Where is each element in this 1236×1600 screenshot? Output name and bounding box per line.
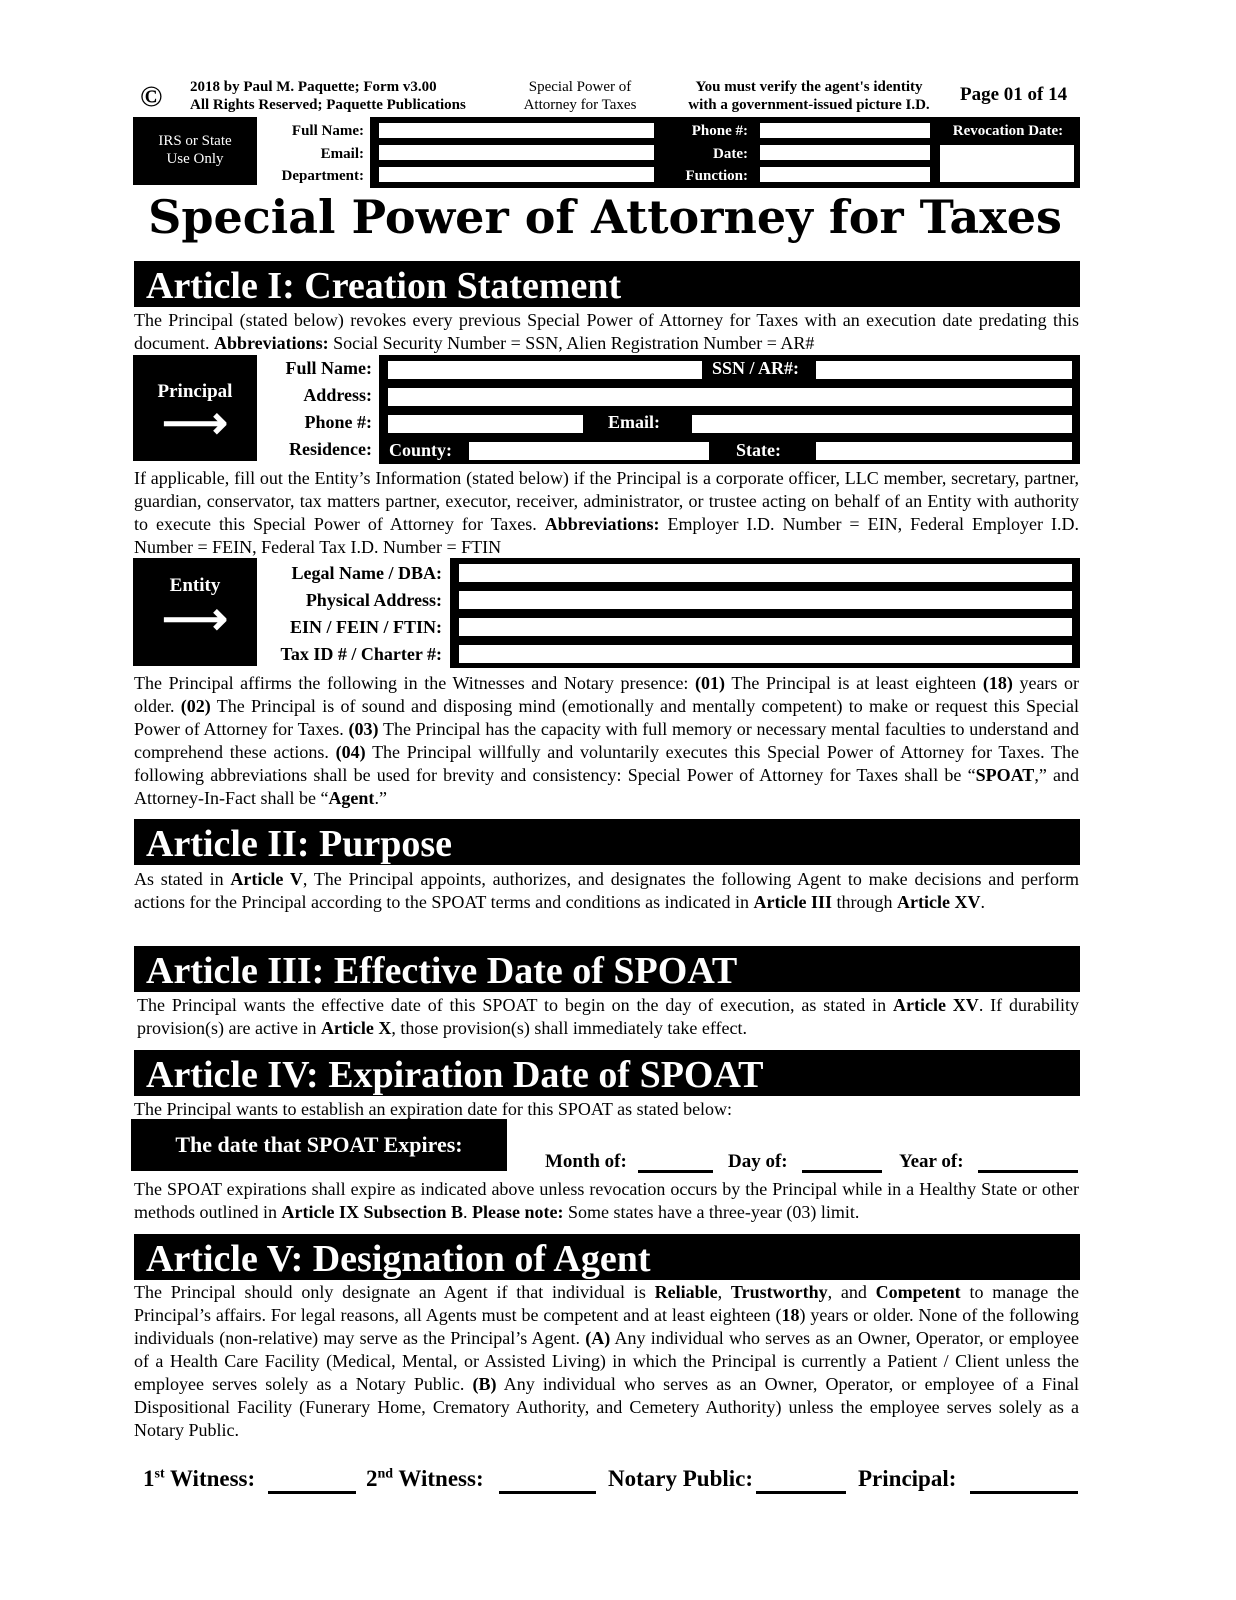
entity-taxid-label: Tax ID # / Charter #: — [280, 644, 442, 664]
copyright-line1: 2018 by Paul M. Paquette; Form v3.00 — [190, 79, 437, 95]
copyright-line2: All Rights Reserved; Paquette Publications — [190, 97, 466, 113]
entity-intro-text: If applicable, fill out the Entity’s Information (stated below) if the Principal is a corporate officer, LLC member, secretary, partner, guardian, conservator, tax matters partner, executor, receiver, administrator, or trustee acting on behalf of an Entity with authority to execute this Special Power of Attorney for Taxes. — [134, 468, 1079, 534]
irs-revocation-label: Revocation Date: — [952, 123, 1064, 139]
article3-text: . If durability provision(s) are active in — [137, 995, 1080, 1038]
witness1-sup: st — [154, 1466, 165, 1482]
article5-text: The Principal should only designate an Agent if that individual is — [134, 1282, 646, 1302]
affirm-num: (04) — [335, 742, 366, 762]
copyright-notice — [190, 78, 466, 114]
article5-text: , and — [827, 1282, 867, 1302]
affirm-text: years or older. — [134, 673, 1080, 716]
article1-abbr-label: Abbreviations: — [213, 333, 329, 353]
article4-heading: Article IV: Expiration Date of SPOAT — [134, 1050, 1080, 1096]
entity-physical-address-field[interactable] — [457, 589, 1074, 611]
article5-emphasis: Reliable — [654, 1282, 718, 1302]
copyright-icon: © — [140, 80, 163, 113]
witness2-text: Witness: — [398, 1466, 484, 1491]
principal-affirmation — [134, 672, 1079, 810]
article4-text: . — [463, 1202, 468, 1222]
principal-full-name-field[interactable] — [386, 359, 704, 381]
irs-date-field[interactable] — [758, 143, 932, 162]
affirm-text: ,” and Attorney-In-Fact shall be “ — [134, 765, 1079, 808]
article3-text: The Principal wants the effective date of this SPOAT to begin on the day of execution, as stated in — [137, 995, 887, 1015]
affirm-text: The Principal willfully and voluntarily executes this Special Power of Attorney for Taxes. The following abbreviations shall be used for brevity and consistency: Special Power of Attorney for Taxes shall be “ — [134, 742, 1080, 785]
principal-ssn-field[interactable] — [814, 359, 1074, 381]
principal-county-field[interactable] — [467, 440, 711, 462]
article2-text: through — [836, 892, 893, 912]
principal-county-label: County: — [389, 440, 453, 460]
article-ref: Article XV — [897, 892, 981, 912]
witness2-sup: nd — [377, 1466, 394, 1482]
irs-full-name-label: Full Name: — [291, 123, 364, 139]
article5-text: Any individual who serves as an Owner, Operator, or employee of a Final Dispositional Facility (Funerary Home, Crematory Authority, and Cemetery Authority) unless the employee serves solely as a Notary Public. — [134, 1374, 1080, 1440]
witness1-text: Witness: — [169, 1466, 256, 1491]
affirm-num: (18) — [982, 673, 1013, 693]
witness2-num: 2 — [366, 1466, 378, 1491]
article2-text: , The Principal appoints, authorizes, and designates the following Agent to make decisions and perform actions for the Principal according to the SPOAT terms and conditions as indicated in — [134, 869, 1080, 912]
entity-abbr-text: Employer I.D. Number = EIN, Federal Employer I.D. Number = FEIN, Federal Tax I.D. Number = FTIN — [134, 514, 1080, 557]
affirm-num: (03) — [348, 719, 379, 739]
article4-text: Some states have a three-year (03) limit. — [567, 1202, 860, 1222]
witness1-initial-field[interactable] — [268, 1491, 356, 1494]
irs-email-label: Email: — [320, 146, 364, 162]
irs-use-only-label — [133, 117, 257, 185]
irs-label-line1: IRS or State — [158, 133, 232, 149]
article-ref: Article III — [753, 892, 833, 912]
form-name-line1: Special Power of — [528, 79, 632, 95]
article4-text: The SPOAT expirations shall expire as indicated above unless revocation occurs by the Principal while in a Healthy State or other methods outlined in — [134, 1179, 1079, 1222]
article-ref: Article IX Subsection B — [281, 1202, 463, 1222]
expires-year-field[interactable] — [978, 1170, 1078, 1173]
entity-arrow-icon: ⟶ — [162, 593, 228, 644]
article5-heading: Article V: Designation of Agent — [134, 1234, 1080, 1280]
article5-emphasis: Trustworthy — [730, 1282, 828, 1302]
principal-initial-field[interactable] — [970, 1491, 1078, 1494]
article4-body — [134, 1178, 1079, 1224]
principal-address-field[interactable] — [386, 386, 1074, 408]
entity-label: Entity — [169, 575, 221, 596]
expires-label-box: The date that SPOAT Expires: — [131, 1119, 507, 1171]
entity-intro — [134, 467, 1079, 559]
principal-ssn-label: SSN / AR#: — [712, 358, 800, 378]
principal-arrow-icon: ⟶ — [162, 397, 228, 448]
article-ref: Article X — [320, 1018, 392, 1038]
header-form-name — [510, 78, 650, 114]
expires-year-label: Year of: — [899, 1151, 964, 1172]
form-name-line2: Attorney for Taxes — [523, 97, 637, 113]
principal-phone-field[interactable] — [386, 413, 585, 435]
verify-line2: with a government-issued picture I.D. — [688, 97, 930, 113]
principal-residence-label: Residence: — [289, 439, 372, 459]
article3-heading: Article III: Effective Date of SPOAT — [134, 946, 1080, 992]
irs-department-field[interactable] — [377, 165, 656, 184]
page-title: Special Power of Attorney for Taxes — [148, 190, 1062, 244]
witness2-initial-field[interactable] — [499, 1491, 596, 1494]
article5-text: Any individual who serves as an Owner, Operator, or employee of a Health Care Facility (Medical, Mental, or Assisted Living) in which the Principal is currently a Patient / Client unless the employee serves solely as a Notary Public. — [134, 1328, 1080, 1394]
irs-revocation-field[interactable] — [938, 143, 1076, 184]
expires-day-label: Day of: — [728, 1151, 788, 1172]
verify-line1: You must verify the agent's identity — [695, 79, 923, 95]
expires-month-field[interactable] — [638, 1170, 713, 1173]
principal-address-label: Address: — [303, 385, 372, 405]
affirm-text: The Principal is of sound and disposing mind (emotionally and mentally competent) to make or request this Special Power of Attorney for Taxes. — [134, 696, 1079, 739]
article1-intro — [134, 309, 1079, 355]
article4-intro: The Principal wants to establish an expiration date for this SPOAT as stated below: — [134, 1099, 733, 1119]
affirm-term: Agent — [328, 788, 375, 808]
principal-sign-label: Principal: — [858, 1466, 957, 1491]
article2-text: As stated in — [134, 869, 224, 889]
affirm-text: The Principal is at least eighteen — [731, 673, 977, 693]
irs-full-name-field[interactable] — [377, 121, 656, 140]
irs-phone-label: Phone #: — [691, 123, 748, 139]
witness1-num: 1 — [143, 1466, 155, 1491]
principal-state-field[interactable] — [814, 440, 1074, 462]
witness2-label — [366, 1466, 484, 1492]
article5-emphasis: Competent — [875, 1282, 961, 1302]
header-verify-note — [676, 78, 942, 114]
witness1-label — [143, 1466, 255, 1492]
article5-text: to manage the Principal’s affairs. For legal reasons, all Agents must be competent and at least eighteen ( — [134, 1282, 1079, 1325]
affirm-term: SPOAT — [975, 765, 1035, 785]
entity-abbr-label: Abbreviations: — [544, 514, 660, 534]
principal-email-field[interactable] — [690, 413, 1074, 435]
notary-label: Notary Public: — [608, 1466, 754, 1491]
affirm-text: The Principal affirms the following in the Witnesses and Notary presence: — [134, 673, 689, 693]
entity-legal-name-label: Legal Name / DBA: — [291, 563, 442, 583]
article2-body — [134, 868, 1079, 914]
principal-label: Principal — [157, 381, 233, 402]
entity-ein-label: EIN / FEIN / FTIN: — [289, 617, 442, 637]
affirm-text: The Principal has the capacity with full memory or necessary mental faculties to understand and comprehend these actions. — [134, 719, 1079, 762]
article3-text: , those provision(s) shall immediately take effect. — [391, 1018, 747, 1038]
irs-email-field[interactable] — [377, 143, 656, 162]
article1-intro-text: The Principal (stated below) revokes every previous Special Power of Attorney for Taxes with an execution date predating this document. — [134, 310, 1079, 353]
irs-function-label: Function: — [685, 168, 748, 184]
article2-heading: Article II: Purpose — [134, 819, 1080, 865]
affirm-text: .” — [374, 788, 387, 808]
article1-heading: Article I: Creation Statement — [134, 261, 1080, 307]
article5-text: , — [717, 1282, 723, 1302]
affirm-num: (02) — [180, 696, 211, 716]
page-number: Page 01 of 14 — [960, 84, 1068, 105]
entity-taxid-field[interactable] — [457, 643, 1074, 665]
irs-function-field[interactable] — [758, 165, 932, 184]
irs-phone-field[interactable] — [758, 121, 932, 140]
irs-date-label: Date: — [713, 146, 748, 162]
irs-label-line2: Use Only — [166, 151, 224, 167]
entity-label-block — [133, 558, 257, 666]
entity-ein-field[interactable] — [457, 616, 1074, 638]
article5-emphasis: (B) — [472, 1374, 497, 1394]
principal-full-name-label: Full Name: — [285, 358, 372, 378]
article3-body — [137, 994, 1079, 1040]
expires-day-field[interactable] — [802, 1170, 882, 1173]
principal-label-block — [133, 355, 257, 461]
notary-initial-field[interactable] — [756, 1491, 846, 1494]
article5-emphasis: 18 — [781, 1305, 800, 1325]
article-ref: Article V — [230, 869, 303, 889]
article2-text: . — [980, 892, 985, 912]
entity-legal-name-field[interactable] — [457, 562, 1074, 584]
article5-emphasis: (A) — [585, 1328, 611, 1348]
expires-month-label: Month of: — [545, 1151, 627, 1172]
affirm-num: (01) — [695, 673, 726, 693]
irs-department-label: Department: — [281, 168, 364, 184]
article5-body — [134, 1281, 1079, 1442]
principal-phone-label: Phone #: — [304, 412, 372, 432]
entity-physical-address-label: Physical Address: — [305, 590, 442, 610]
article1-abbr-text: Social Security Number = SSN, Alien Registration Number = AR# — [333, 333, 815, 353]
principal-email-label: Email: — [608, 412, 660, 432]
article5-text: ) years or older. None of the following individuals (non-relative) may serve as the Principal’s Agent. — [134, 1305, 1079, 1348]
article-ref: Article XV — [892, 995, 979, 1015]
note-label: Please note: — [472, 1202, 564, 1222]
principal-state-label: State: — [736, 440, 781, 460]
